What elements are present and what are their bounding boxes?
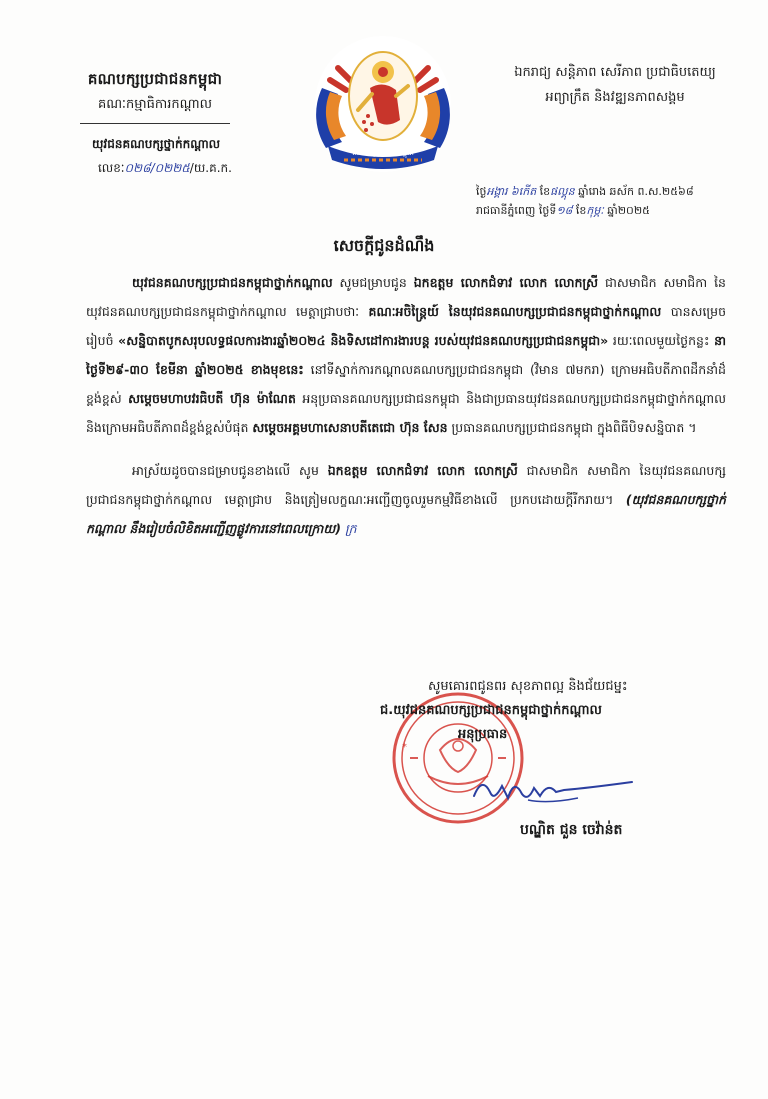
lunar-prefix: ថ្ងៃ — [476, 185, 487, 198]
document-title: សេចក្តីជូនដំណឹង — [333, 236, 435, 255]
signer-name: បណ្ឌិត ជួន ចេវ៉ាន់ត — [520, 822, 623, 838]
signer-position: អនុប្រធាន — [458, 727, 508, 742]
p2-text-2: ជាសមាជិក សមាជិកា នៃយុវជនគណបក្សប្រជាជនកម្ពុជាថ្នាក់កណ្តាល មេត្តាជ្រាប និងត្រៀមលក្ខណៈអញ្ជើញចូលរួមកម្មវិធីខាងលើ ប្រកបដោយក្តីរីករាយ។ — [86, 463, 726, 507]
ref-number-handwritten: ០២៨/០២២៥ — [124, 161, 190, 175]
closing-block — [380, 675, 720, 747]
reference-number — [40, 160, 270, 178]
solar-day-handwritten: ១៨ — [556, 204, 573, 217]
p2-bold-1: ឯកឧត្តម លោកជំទាវ លោក លោកស្រី — [327, 463, 518, 478]
header-left — [40, 70, 270, 178]
ref-suffix: /យ.គ.ក. — [189, 161, 232, 175]
kingdom-motto: ឯករាជ្យ សន្តិភាព សេរីភាព ប្រជាធិបតេយ្យ — [514, 65, 716, 80]
org-name: យុវជនគណបក្សថ្នាក់កណ្តាល — [92, 137, 221, 151]
p1-text-6: អនុប្រធានគណបក្សប្រជាជនកម្ពុជា និងជាប្រធានយុវជនគណបក្សប្រជាជនកម្ពុជាថ្នាក់កណ្តាល និងក្រោមអធិបតីភាពដ៏ខ្ពង់ខ្ពស់បំផុត — [86, 391, 726, 435]
body-paragraph-2 — [86, 456, 726, 543]
lunar-month-handwritten: ផល្គុន — [550, 185, 575, 198]
ref-prefix: លេខៈ — [98, 161, 125, 175]
closing-org: ជ.យុវជនគណបក្សប្រជាជនកម្ពុជាថ្នាក់កណ្តាល — [380, 703, 602, 718]
svg-text:*: * — [402, 742, 407, 753]
p1-text-7: ប្រធានគណបក្សប្រជាជនកម្ពុជា ក្នុងពិធីបិទសន្និបាត ។ — [447, 420, 697, 435]
lunar-rest: ឆ្នាំរោង ឆស័ក ព.ស.២៥៦៨ — [574, 185, 694, 198]
p1-bold-1: យុវជនគណបក្សប្រជាជនកម្ពុជាថ្នាក់កណ្តាល — [132, 275, 333, 290]
p1-bold-7: សម្តេចអគ្គមហាសេនាបតីតេជោ ហ៊ុន សែន — [252, 420, 448, 435]
p2-italic-note: (យុវជនគណបក្សថ្នាក់កណ្តាល នឹងរៀបចំលិខិតអញ្ជើញផ្លូវការនៅពេលក្រោយ) — [86, 492, 726, 536]
p1-text-4: រយៈពេលមួយថ្ងៃកន្លះ — [608, 333, 715, 348]
p1-text-5: នៅទីស្នាក់ការកណ្តាលគណបក្សប្រជាជនកម្ពុជា (វិមាន ៧មករា) ក្រោមអធិបតីភាពដឹកនាំដ៏ខ្ពង់ខ្ពស់ — [86, 362, 726, 406]
handwritten-signature — [468, 768, 638, 808]
p1-bold-3: គណៈអចិន្ត្រៃយ៍ នៃយុវជនគណបក្សប្រជាជនកម្ពុជាថ្នាក់កណ្តាល — [368, 304, 662, 319]
solar-year: ឆ្នាំ២០២៥ — [603, 204, 650, 217]
lunar-date — [476, 185, 694, 201]
p1-bold-4: «សន្និបាតបូកសរុបលទ្ធផលការងារឆ្នាំ២០២៤ និងទិសដៅការងារបន្ត របស់យុវជនគណបក្សប្រជាជនកម្ពុជា» — [118, 333, 609, 348]
p1-text-3: បានសម្រេចរៀបចំ — [86, 304, 726, 348]
p1-bold-5: នាថ្ងៃទី២៩-៣០ ខែមីនា ឆ្នាំ២០២៥ ខាងមុខនេះ — [86, 333, 726, 377]
body-paragraph-1 — [86, 268, 726, 442]
p1-text-1: សូមជម្រាបជូន — [332, 275, 414, 290]
party-logo-emblem — [308, 28, 458, 178]
p1-bold-6: សម្តេចមហាបវរធិបតី ហ៊ុន ម៉ាណែត — [128, 391, 296, 406]
letter-body — [86, 268, 726, 543]
handwritten-initial: ក្រ — [344, 521, 357, 536]
party-name: គណបក្សប្រជាជនកម្ពុជា — [87, 70, 223, 88]
header-divider — [80, 123, 230, 124]
lunar-day-handwritten: អង្គារ ៦កើត — [486, 185, 537, 198]
lunar-month-label: ខែ — [536, 185, 551, 198]
solar-prefix: រាជធានីភ្នំពេញ ថ្ងៃទី — [476, 204, 557, 217]
logo-banner-text: គណបក្សប្រជាជនកម្ពុជា — [352, 149, 414, 157]
kingdom-motto-2: អព្យាក្រឹត និងវឌ្ឍនភាពសង្គម — [545, 90, 685, 105]
solar-month-label: ខែ — [572, 204, 587, 217]
p1-bold-2: ឯកឧត្តម លោកជំទាវ លោក លោកស្រី — [413, 275, 599, 290]
p1-text-2: ជាសមាជិក សមាជិកា នៃយុវជនគណបក្សប្រជាជនកម្ពុជាថ្នាក់កណ្តាល មេត្តាជ្រាបថាៈ — [86, 275, 726, 319]
closing-greeting: សូមគោរពជូនពរ សុខភាពល្អ និងជ័យជម្នះ — [428, 679, 628, 694]
committee-name: គណៈកម្មាធិការកណ្តាល — [97, 97, 213, 112]
p2-text-1: អាស្រ័យដូចបានជម្រាបជូនខាងលើ សូម — [132, 463, 328, 478]
solar-date — [476, 204, 650, 220]
header-right — [480, 64, 750, 108]
solar-month-handwritten: កុម្ភៈ — [586, 204, 604, 217]
